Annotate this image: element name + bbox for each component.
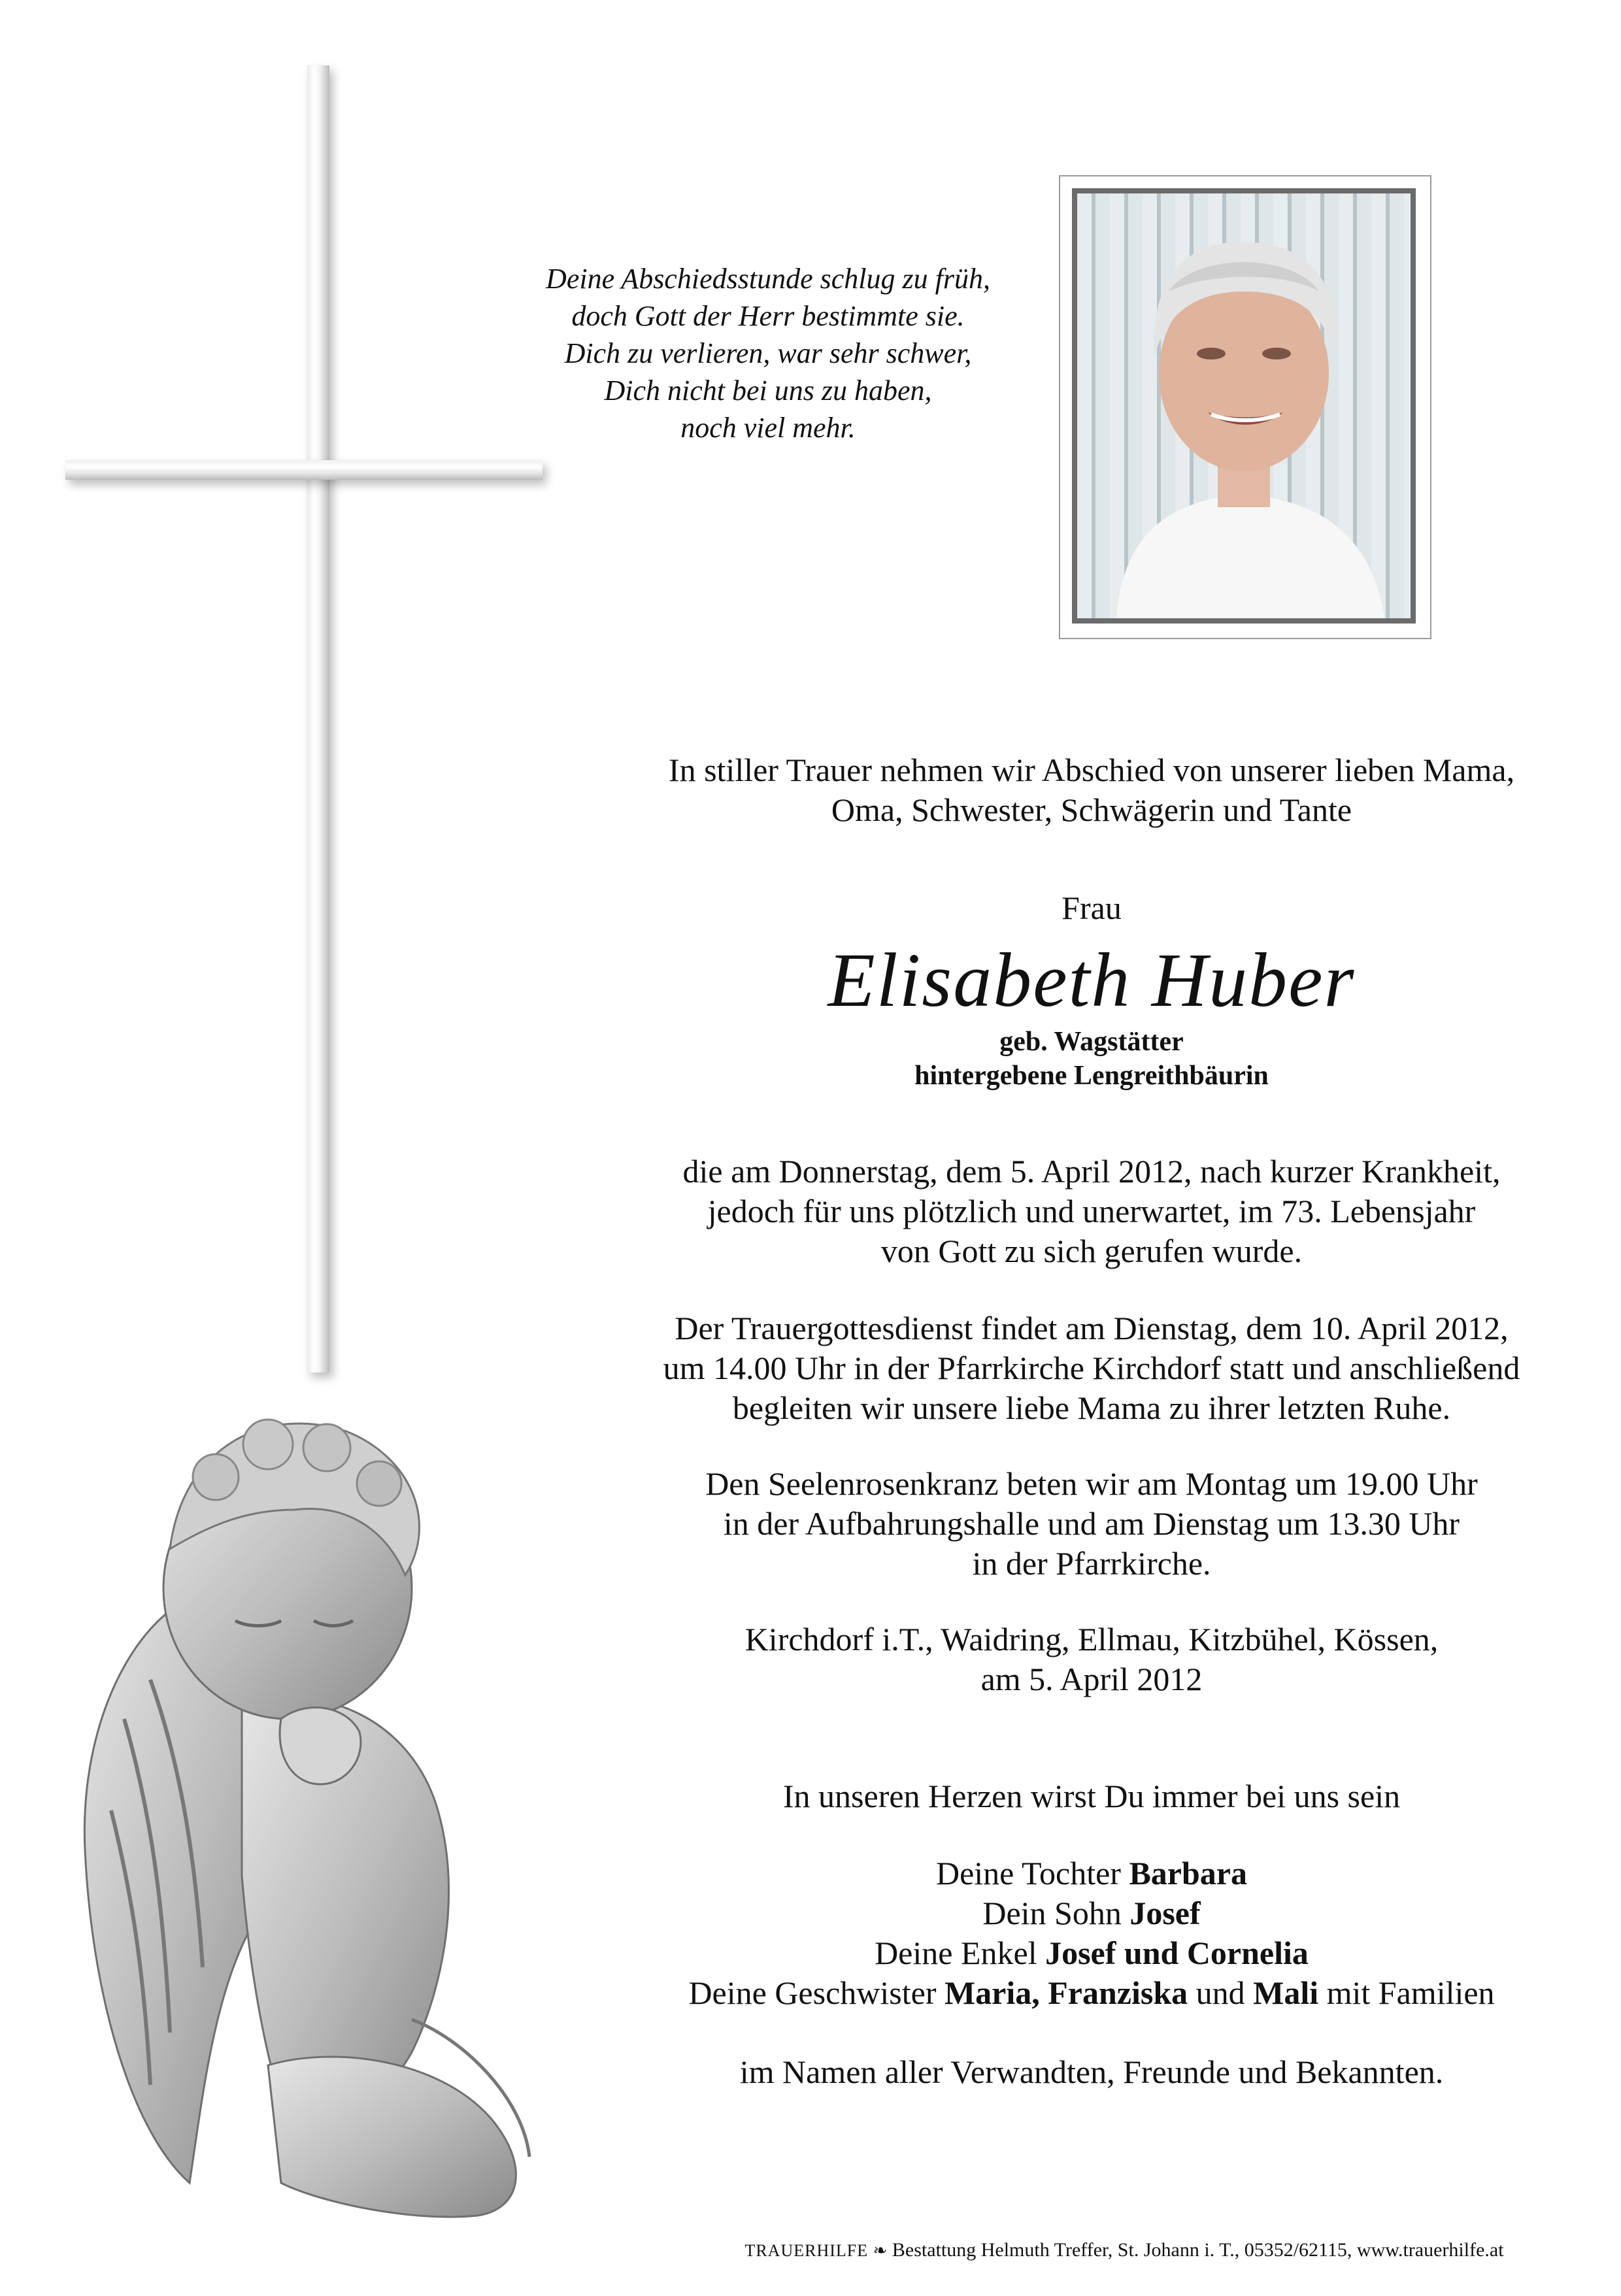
rosary-line: Den Seelenrosenkranz beten wir am Montag um 19.00 Uhr	[705, 1465, 1478, 1502]
poem-line: doch Gott der Herr bestimmte sie.	[571, 300, 965, 332]
intro-line: Oma, Schwester, Schwägerin und Tante	[831, 791, 1352, 828]
poem-line: noch viel mehr.	[680, 412, 856, 444]
footer	[654, 2239, 1595, 2261]
mourner-grandchildren: Deine Enkel Josef und Cornelia	[875, 1935, 1309, 1971]
funeral-line: begleiten wir unsere liebe Mama zu ihrer letzten Ruhe.	[732, 1389, 1451, 1426]
footer-text: Bestattung Helmuth Treffer, St. Johann i. T., 05352/62115, www.trauerhilfe.at	[892, 2239, 1504, 2261]
poem	[405, 260, 1131, 446]
rosary-line: in der Pfarrkirche.	[972, 1545, 1211, 1582]
funeral-line: um 14.00 Uhr in der Pfarrkirche Kirchdorf statt und anschließend	[663, 1350, 1520, 1386]
place-line: Kirchdorf i.T., Waidring, Ellmau, Kitzbühel, Kössen,	[744, 1621, 1439, 1657]
maiden-name-block	[588, 1025, 1595, 1093]
intro-line: In stiller Trauer nehmen wir Abschied von unserer lieben Mama,	[668, 752, 1515, 788]
leaf-icon: ❧	[873, 2241, 888, 2260]
mourner-daughter: Deine Tochter Barbara	[935, 1855, 1247, 1891]
death-notice	[588, 1152, 1595, 1271]
intro-text	[588, 750, 1595, 830]
poem-line: Deine Abschiedsstunde schlug zu früh,	[546, 263, 990, 295]
relatives-line: im Namen aller Verwandten, Freunde und Bekannten.	[739, 2054, 1444, 2090]
rosary-info	[588, 1464, 1595, 1584]
footer-brand: TRAUERHILFE	[744, 2241, 869, 2260]
death-notice-line: von Gott zu sich gerufen wurde.	[880, 1233, 1303, 1269]
poem-line: Dich zu verlieren, war sehr schwer,	[564, 337, 972, 369]
salutation: Frau	[1061, 890, 1122, 926]
date-line: am 5. April 2012	[980, 1661, 1203, 1697]
funeral-info	[588, 1308, 1595, 1428]
mourner-son: Dein Sohn Josef	[982, 1895, 1201, 1931]
deceased-name: Elisabeth Huber	[827, 937, 1356, 1023]
cross-vertical-beam	[307, 65, 329, 1373]
deceased-description: hintergebene Lengreithbäurin	[914, 1061, 1269, 1091]
poem-line: Dich nicht bei uns zu haben,	[604, 374, 932, 407]
funeral-line: Der Trauergottesdienst findet am Dienstag, dem 10. April 2012,	[675, 1310, 1509, 1346]
portrait-photo	[1072, 188, 1416, 624]
mourners-list	[588, 1854, 1595, 2013]
mourner-siblings: Deine Geschwister Maria, Franziska und Mali mit Familien	[688, 1974, 1495, 2011]
place-date	[588, 1620, 1595, 1699]
angel-statue-image	[72, 1314, 595, 2229]
portrait-illustration	[1077, 193, 1411, 618]
death-notice-line: jedoch für uns plötzlich und unerwartet, im 73. Lebensjahr	[707, 1193, 1476, 1229]
closing-line: In unseren Herzen wirst Du immer bei uns sein	[782, 1778, 1401, 1814]
death-notice-line: die am Donnerstag, dem 5. April 2012, nach kurzer Krankheit,	[682, 1153, 1501, 1190]
maiden-name: geb. Wagstätter	[999, 1027, 1184, 1057]
cross-horizontal-beam	[65, 460, 543, 480]
rosary-line: in der Aufbahrungshalle und am Dienstag um 13.30 Uhr	[723, 1505, 1460, 1542]
